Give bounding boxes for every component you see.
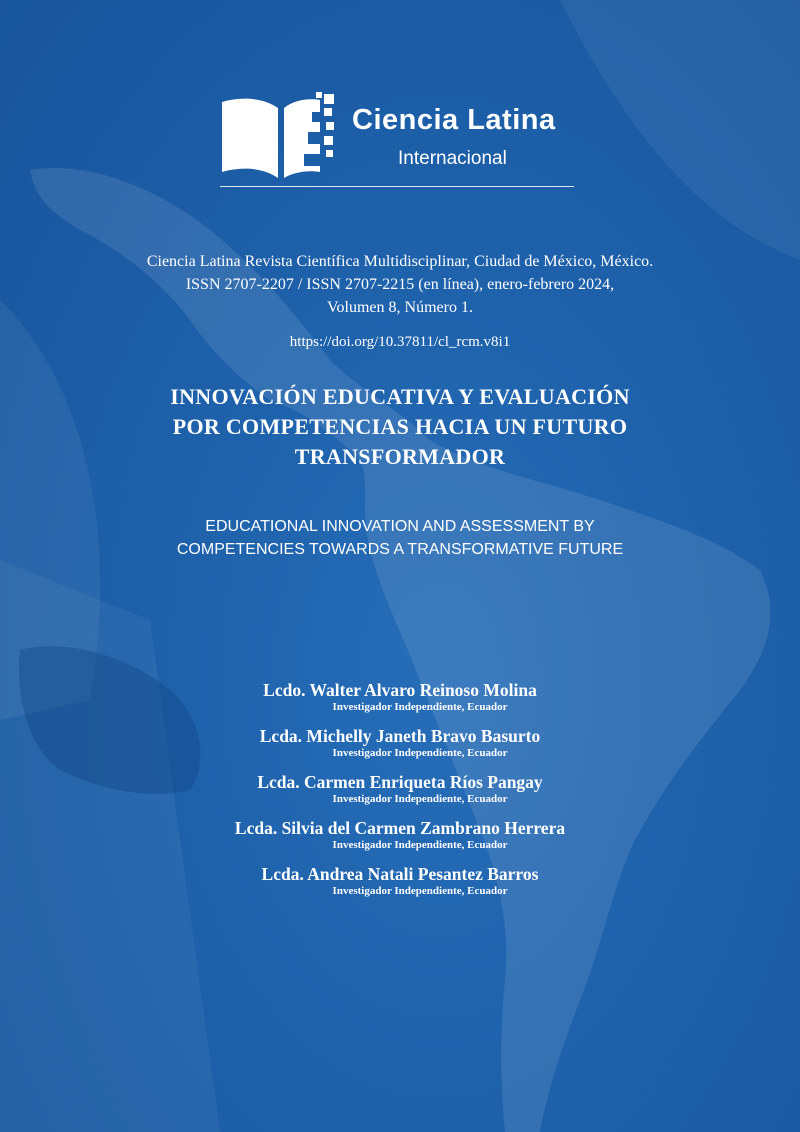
author-name: Lcda. Carmen Enriqueta Ríos Pangay <box>257 772 543 792</box>
article-title-english <box>60 515 740 561</box>
brand-subname: Internacional <box>398 148 507 169</box>
author-affiliation: Investigador Independiente, Ecuador <box>332 701 508 713</box>
title-en-line-2: COMPETENCIES TOWARDS A TRANSFORMATIVE FUTURE <box>176 541 624 558</box>
author-name: Lcdo. Walter Alvaro Reinoso Molina <box>263 680 537 700</box>
author-name: Lcda. Andrea Natali Pesantez Barros <box>261 864 539 884</box>
author-affiliation: Investigador Independiente, Ecuador <box>332 793 508 805</box>
journal-line-3: Volumen 8, Número 1. <box>327 299 473 316</box>
author-affiliation: Investigador Independiente, Ecuador <box>332 885 508 897</box>
article-title-spanish <box>60 382 740 472</box>
journal-line-2: ISSN 2707-2207 / ISSN 2707-2215 (en línea), enero-febrero 2024, <box>185 276 615 293</box>
logo-divider <box>220 186 574 187</box>
author-name: Lcda. Michelly Janeth Bravo Basurto <box>259 726 541 746</box>
author-entry <box>150 680 650 714</box>
author-entry <box>150 726 650 760</box>
title-es-line-3: TRANSFORMADOR <box>294 444 506 469</box>
journal-citation <box>60 250 740 319</box>
title-en-line-1: EDUCATIONAL INNOVATION AND ASSESSMENT BY <box>205 518 595 535</box>
author-list <box>150 680 650 910</box>
author-entry <box>150 772 650 806</box>
author-entry <box>150 864 650 898</box>
doi-link[interactable]: https://doi.org/10.37811/cl_rcm.v8i1 <box>289 334 511 350</box>
author-entry <box>150 818 650 852</box>
journal-line-1: Ciencia Latina Revista Científica Multidisciplinar, Ciudad de México, México. <box>146 253 654 270</box>
author-name: Lcda. Silvia del Carmen Zambrano Herrera <box>234 818 566 838</box>
title-es-line-2: POR COMPETENCIAS HACIA UN FUTURO <box>172 414 628 439</box>
title-es-line-1: INNOVACIÓN EDUCATIVA Y EVALUACIÓN <box>170 384 630 409</box>
brand-name: Ciencia Latina <box>352 104 556 136</box>
open-book-icon <box>220 92 340 182</box>
journal-logo <box>220 92 580 192</box>
author-affiliation: Investigador Independiente, Ecuador <box>332 839 508 851</box>
author-affiliation: Investigador Independiente, Ecuador <box>332 747 508 759</box>
